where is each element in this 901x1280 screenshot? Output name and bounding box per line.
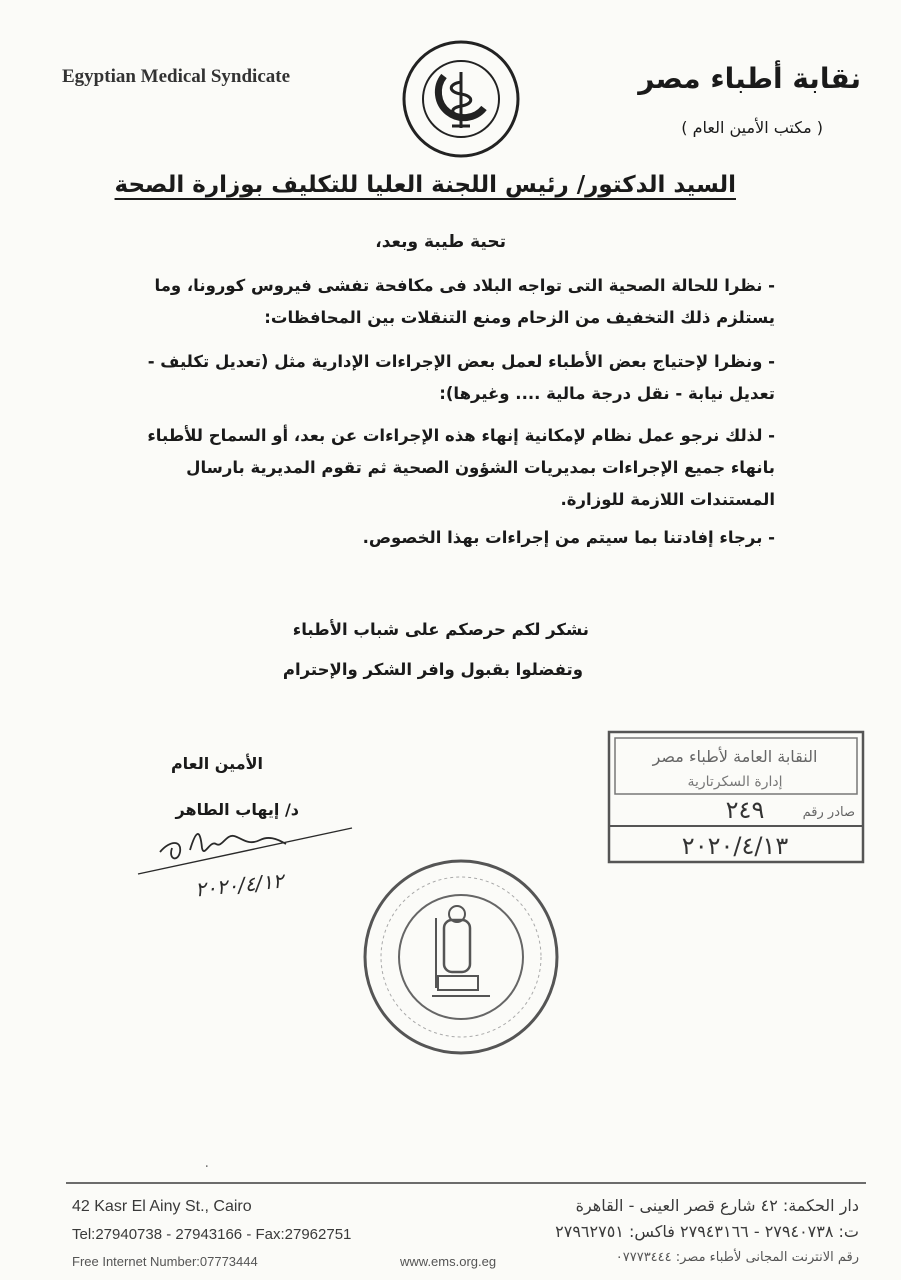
footer-website: www.ems.org.eg xyxy=(400,1254,497,1269)
footer-phones-ar: ت: ٢٧٩٤٠٧٣٨ - ٢٧٩٤٣١٦٦ فاكس: ٢٧٩٦٢٧٥١ xyxy=(555,1222,859,1241)
signatory-name: د/ إيهاب الطاهر xyxy=(175,800,299,819)
paragraph-procedures: - ونظرا لإحتياج بعض الأطباء لعمل بعض الإجراءات الإدارية مثل (تعديل تكليف - تعديل نيابة - نقل درجة مالية .... وغيرها): xyxy=(147,352,775,403)
footer-address-en: 42 Kasr El Ainy St., Cairo xyxy=(72,1198,252,1215)
paragraph-situation: - نظرا للحالة الصحية التى تواجه البلاد فى مكافحة تفشى فيروس كورونا، وما يستلزم ذلك التخفيف من الزحام ومنع التنقلات بين المحافظات: xyxy=(154,276,775,327)
footer-divider xyxy=(66,1182,866,1184)
stamp-department: إدارة السكرتارية xyxy=(687,774,783,790)
footer-free-internet-en: Free Internet Number:07773444 xyxy=(72,1254,258,1269)
signatory-title: الأمين العام xyxy=(170,754,263,773)
closing-thanks: نشكر لكم حرصكم على شباب الأطباء xyxy=(292,620,589,639)
letter-addressee: السيد الدكتور/ رئيس اللجنة العليا للتكليف بوزارة الصحة xyxy=(114,172,736,198)
org-name-arabic: نقابة أطباء مصر xyxy=(638,62,861,95)
footer-free-internet-ar: رقم الانترنت المجانى لأطباء مصر: ٠٧٧٧٣٤٤٤ xyxy=(615,1250,859,1265)
org-name-english: Egyptian Medical Syndicate xyxy=(62,66,291,87)
closing-regards: وتفضلوا بقبول وافر الشكر والإحترام xyxy=(282,660,583,679)
stamp-outgoing-number: ٢٤٩ xyxy=(725,796,765,824)
footer-phones-en: Tel:27940738 - 27943166 - Fax:27962751 xyxy=(72,1226,352,1243)
letter-greeting: تحية طيبة وبعد، xyxy=(375,232,506,252)
signature-date: ٢٠٢٠/٤/١٢ xyxy=(193,868,285,902)
page-mark: ٠ xyxy=(203,1158,211,1174)
paragraph-reply-request: - برجاء إفادتنا بما سيتم من إجراءات بهذا الخصوص. xyxy=(362,528,775,547)
paragraph-request: - لذلك نرجو عمل نظام لإمكانية إنهاء هذه الإجراءات عن بعد، أو السماح للأطباء بانهاء جميع الإجراءات بمديريات الشؤون الصحية ثم تقوم المديرية بارسال المستندات اللازمة للوزارة. xyxy=(147,426,775,509)
stamp-header: النقابة العامة لأطباء مصر xyxy=(652,747,818,766)
syndicate-logo xyxy=(400,38,522,160)
syndicate-seal xyxy=(360,856,562,1058)
stamp-date: ٢٠٢٠/٤/١٣ xyxy=(681,832,789,860)
outgoing-register-stamp xyxy=(605,728,867,866)
office-subtitle: ( مكتب الأمين العام ) xyxy=(681,118,823,137)
stamp-outgoing-label: صادر رقم xyxy=(802,805,855,820)
footer-address-ar: دار الحكمة: ٤٢ شارع قصر العينى - القاهرة xyxy=(575,1196,859,1215)
handwritten-signature xyxy=(130,800,360,910)
